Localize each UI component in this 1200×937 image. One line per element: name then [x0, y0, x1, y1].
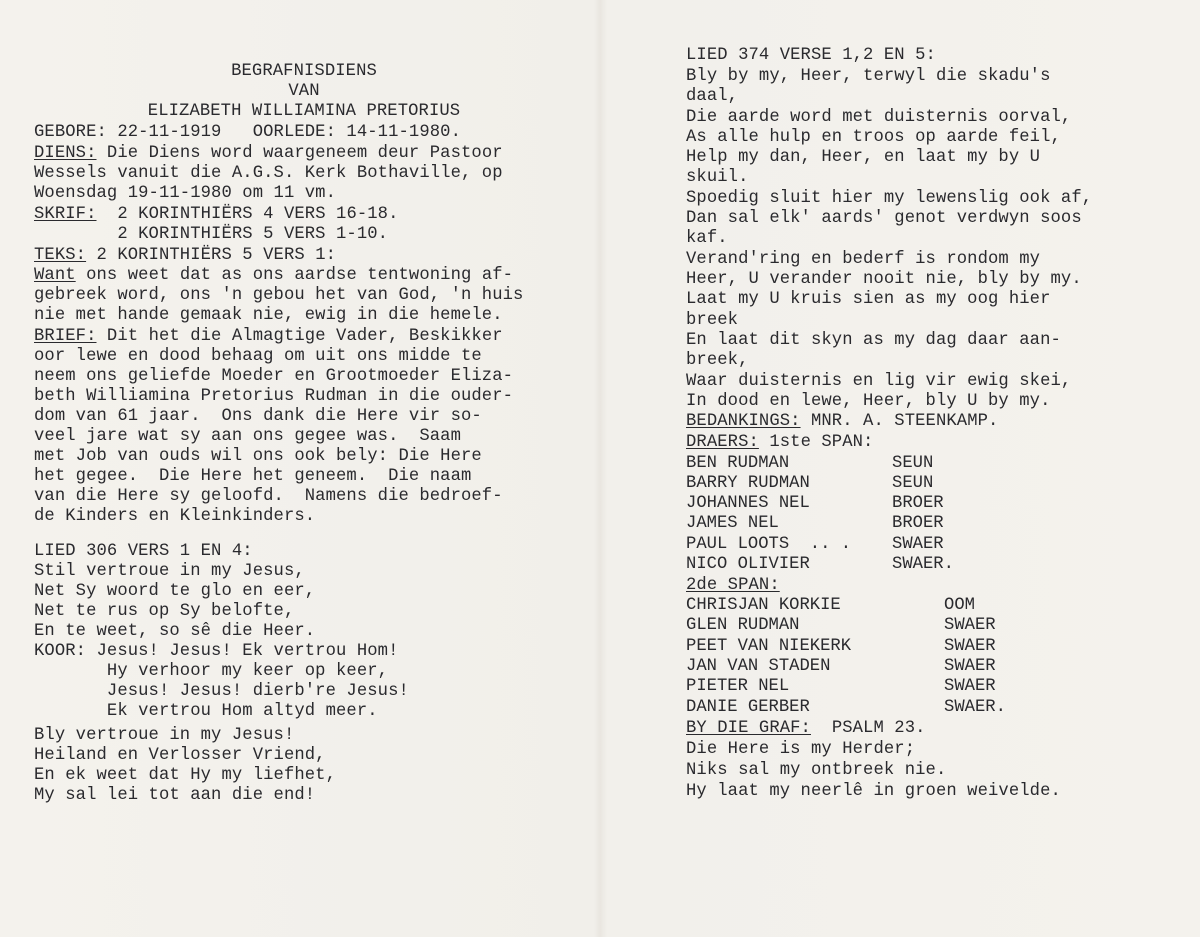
- brief-line-4: beth Williamina Pretorius Rudman in die ouder-: [34, 387, 514, 406]
- lied-306-heading: LIED 306 VERS 1 EN 4:: [34, 542, 253, 561]
- title-van: VAN: [288, 82, 320, 101]
- hymn-line: Bly by my, Heer, terwyl die skadu's: [686, 67, 1051, 86]
- hymn-line: As alle hulp en troos op aarde feil,: [686, 128, 1061, 147]
- dates-line: GEBORE: 22-11-1919 OORLEDE: 14-11-1980.: [34, 123, 461, 142]
- chorus-line: Jesus! Jesus! dierb're Jesus!: [34, 682, 409, 701]
- funeral-program-sheet: BEGRAFNISDIENS VAN ELIZABETH WILLIAMINA PRETORIUS GEBORE: 22-11-1919 OORLEDE: 14-11-1980. DIENS: Die Diens word waargeneem deur Pastoor Wessels vanuit die A.G.S. Kerk Bothaville, op Woensdag 19-11-1980 om 11 vm. SKRIF: 2 KORINTHIËRS 4 VERS 16-18. 2 KORINTHIËRS 5 VERS 1-10. TEKS: 2 KORINTHIËRS 5 VERS 1: Want ons weet dat as ons aardse tentwoning af- gebreek word, ons 'n gebou het van God, 'n huis nie met hande gemaak nie, ewig in die hemele. BRIEF: Dit het die Almagtige Vader, Beskikker oor lewe en dood behaag om uit ons midde te neem ons geliefde Moeder en Grootmoeder Eliza- beth Williamina Pretorius Rudman in die ouder- dom van 61 jaar. Ons dank die Here vir so- veel jare wat sy aan ons gegee was. Saam met Job van ouds wil ons ook bely: Die Here het gegee. Die Here het geneem. Die naam van die Here sy geloofd. Namens die bedroef- de Kinders en Kleinkinders. LIED 306 VERS 1 EN 4: Stil vertroue in my Jesus, Net Sy woord te glo en eer, Net te rus op Sy belofte, En te weet, so sê die Heer. KOOR: Jesus! Jesus! Ek vertrou Hom! Hy verhoor my keer op keer, Jesus! Jesus! dierb're Jesus! Ek vertrou Hom altyd meer. Bly vertroue in my Jesus! Heiland en Verlosser Vriend, En ek weet dat Hy my liefhet, My sal lei tot aan die end! LIED 374 VERSE 1,2 EN 5: Bly by my, Heer, terwyl die skadu's daal, Die aarde word met duisternis oorval, As alle hulp en troos op aarde feil, Help my dan, Heer, en laat my by U skuil. Spoedig sluit hier my lewenslig ook af, Dan sal elk' aards' genot verdwyn soos kaf. Verand'ring en bederf is rondom my Heer, U verander nooit nie, bly by my. Laat my U kruis sien as my oog hier breek En laat dit skyn as my dag daar aan- breek, Waar duisternis en lig vir ewig skei, In dood en lewe, Heer, bly U by my. BEDANKINGS: MNR. A. STEENKAMP. DRAERS: 1ste SPAN: BEN RUDMAN SEUN BARRY RUDMAN SEUN JOHANNES NEL BROER JAMES NEL BROER PAUL LOOTS .. . SWAER NICO OLIVIER SWAER. 2de SPAN: CHRISJAN KORKIE OOM GLEN RUDMAN SWAER PEET VAN NIEKERK SWAER JAN VAN STADEN SWAER PIETER NEL SWAER DANIE GERBER SWAER. BY DIE GRAF: PSALM 23. Die Here is my Herder; Niks sal my ontbreek nie. Hy laat my neerlê in groen weivelde.: [0, 0, 1200, 937]
- graf-label: BY DIE GRAF:: [686, 719, 811, 738]
- hymn-line: Die aarde word met duisternis oorval,: [686, 108, 1072, 127]
- hymn-line: Dan sal elk' aards' genot verdwyn soos: [686, 209, 1082, 228]
- skrif-line: [34, 205, 399, 225]
- brief-line-10: de Kinders en Kleinkinders.: [34, 507, 316, 526]
- bedankings-label: BEDANKINGS:: [686, 412, 801, 431]
- brief-line-9: van die Here sy geloofd. Namens die bedroef-: [34, 487, 503, 506]
- lied-374-heading: LIED 374 VERSE 1,2 EN 5:: [686, 46, 936, 65]
- draers-label: DRAERS:: [686, 433, 759, 452]
- chorus-line: Hy verhoor my keer op keer,: [34, 662, 389, 681]
- skrif-line-2: 2 KORINTHIËRS 5 VERS 1-10.: [34, 225, 389, 244]
- hymn-line: skuil.: [686, 168, 749, 187]
- hymn-line: Stil vertroue in my Jesus,: [34, 562, 305, 581]
- bedankings-line: BEDANKINGS: MNR. A. STEENKAMP.: [686, 412, 999, 431]
- diens-text: Die Diens word waargeneem deur Pastoor: [96, 144, 503, 163]
- brief-line-5: dom van 61 jaar. Ons dank die Here vir so-: [34, 407, 482, 426]
- skrif-label: SKRIF:: [34, 205, 97, 224]
- hymn-line: kaf.: [686, 229, 728, 248]
- brief-line-8: het gegee. Die Here het geneem. Die naam: [34, 467, 472, 486]
- diens-line-3: Woensdag 19-11-1980 om 11 vm.: [34, 184, 337, 203]
- brief-line-6: veel jare wat sy aan ons gegee was. Saam: [34, 427, 461, 446]
- hymn-line: Heiland en Verlosser Vriend,: [34, 746, 326, 765]
- brief-line-2: oor lewe en dood behaag om uit ons midde te: [34, 347, 482, 366]
- teks-line-2: gebreek word, ons 'n gebou het van God, 'n huis: [34, 286, 524, 305]
- hymn-line: Bly vertroue in my Jesus!: [34, 726, 295, 745]
- hymn-line: Net Sy woord te glo en eer,: [34, 582, 316, 601]
- hymn-line: Spoedig sluit hier my lewenslig ook af,: [686, 189, 1093, 208]
- hymn-line: My sal lei tot aan die end!: [34, 786, 316, 805]
- graf-line: BY DIE GRAF: PSALM 23.: [686, 719, 926, 738]
- teks-line: [34, 246, 336, 266]
- hymn-line: In dood en lewe, Heer, bly U by my.: [686, 392, 1051, 411]
- diens-line: [34, 144, 503, 164]
- brief-label: BRIEF:: [34, 327, 97, 346]
- title-heading: BEGRAFNISDIENS: [231, 62, 377, 81]
- hymn-line: Verand'ring en bederf is rondom my: [686, 250, 1041, 269]
- hymn-line: Waar duisternis en lig vir ewig skei,: [686, 372, 1072, 391]
- brief-line-3: neem ons geliefde Moeder en Grootmoeder Eliza-: [34, 367, 514, 386]
- deceased-name: ELIZABETH WILLIAMINA PRETORIUS: [147, 102, 461, 121]
- span2-label: 2de SPAN:: [686, 576, 780, 595]
- teks-line-1: Want ons weet dat as ons aardse tentwoning af-: [34, 266, 514, 285]
- hymn-line: breek: [686, 311, 739, 330]
- teks-label: TEKS:: [34, 246, 87, 265]
- psalm-line: Die Here is my Herder;: [686, 740, 916, 759]
- hymn-line: En laat dit skyn as my dag daar aan-: [686, 331, 1061, 350]
- hymn-line: Laat my U kruis sien as my oog hier: [686, 290, 1051, 309]
- diens-line-2: Wessels vanuit die A.G.S. Kerk Bothaville, op: [34, 164, 503, 183]
- hymn-line: breek,: [686, 351, 749, 370]
- psalm-line: Niks sal my ontbreek nie.: [686, 761, 947, 780]
- chorus-line: KOOR: Jesus! Jesus! Ek vertrou Hom!: [34, 642, 399, 661]
- hymn-line: Help my dan, Heer, en laat my by U: [686, 148, 1041, 167]
- skrif-text: 2 KORINTHIËRS 4 VERS 16-18.: [96, 205, 399, 224]
- hymn-line: En te weet, so sê die Heer.: [34, 622, 316, 641]
- teks-text: 2 KORINTHIËRS 5 VERS 1:: [86, 246, 337, 265]
- chorus-line: Ek vertrou Hom altyd meer.: [34, 702, 378, 721]
- hymn-line: Net te rus op Sy belofte,: [34, 602, 295, 621]
- diens-label: DIENS:: [34, 144, 97, 163]
- hymn-line: En ek weet dat Hy my liefhet,: [34, 766, 337, 785]
- hymn-line: daal,: [686, 87, 739, 106]
- brief-line: BRIEF: Dit het die Almagtige Vader, Beskikker: [34, 327, 503, 346]
- draers-line: DRAERS: 1ste SPAN:: [686, 433, 874, 452]
- psalm-line: Hy laat my neerlê in groen weivelde.: [686, 782, 1061, 801]
- teks-line-3: nie met hande gemaak nie, ewig in die hemele.: [34, 306, 503, 325]
- brief-line-7: met Job van ouds wil ons ook bely: Die Here: [34, 447, 482, 466]
- hymn-line: Heer, U verander nooit nie, bly by my.: [686, 270, 1082, 289]
